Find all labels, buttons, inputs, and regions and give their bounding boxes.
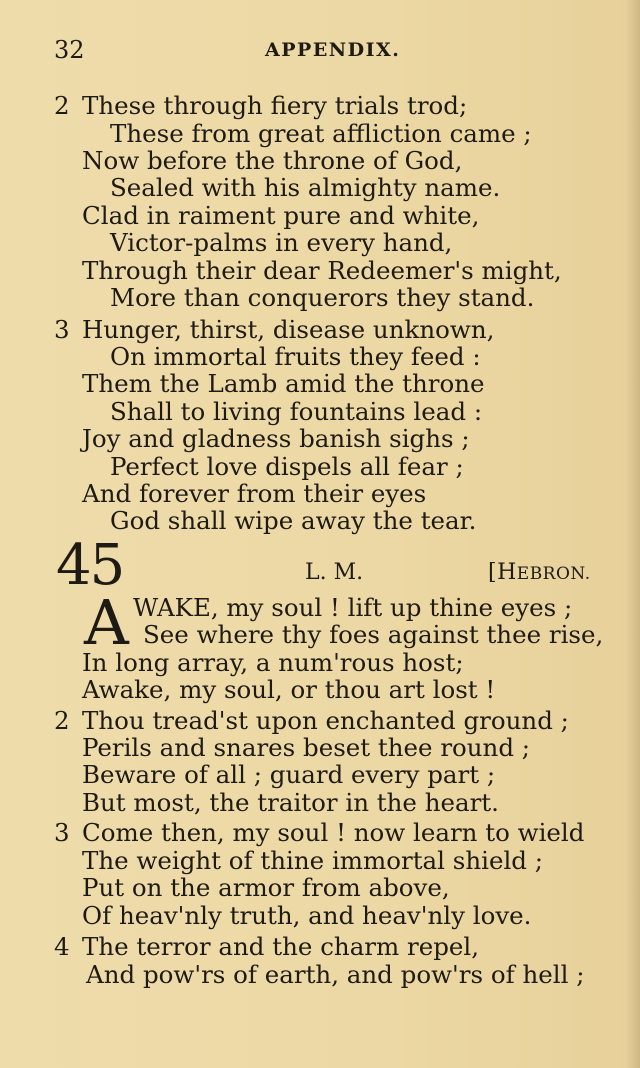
verse-text: Perfect love dispels all fear ; — [110, 452, 464, 481]
verse-text: Sealed with his almighty name. — [110, 173, 501, 202]
verse-text: And pow'rs of earth, and pow'rs of hell ; — [86, 960, 585, 989]
tune-small-caps: EBRON. — [516, 564, 591, 584]
verse-text: The weight of thine immortal shield ; — [82, 846, 544, 875]
stanza-number: 3 — [54, 818, 70, 847]
drop-cap: A — [84, 586, 129, 659]
verse-text: Clad in raiment pure and white, — [82, 201, 480, 230]
verse-text: Come then, my soul ! now learn to wield — [82, 818, 585, 847]
stanza-number: 3 — [54, 315, 70, 344]
hymn-number: 45 — [56, 533, 124, 598]
verse-text: But most, the traitor in the heart. — [82, 788, 499, 817]
verse-text: God shall wipe away the tear. — [110, 506, 477, 535]
verse-text: Beware of all ; guard every part ; — [82, 760, 496, 789]
verse-text: Thou tread'st upon enchanted ground ; — [82, 706, 569, 735]
verse-text: See where thy foes against thee rise, — [143, 620, 604, 649]
hymn-meter: L. M. — [305, 560, 364, 585]
verse-text: WAKE, my soul ! lift up thine eyes ; — [133, 593, 573, 622]
stanza-number: 2 — [54, 706, 70, 735]
verse-text: Awake, my soul, or thou art lost ! — [82, 675, 496, 704]
verse-text: These from great affliction came ; — [110, 119, 532, 148]
verse-text: Perils and snares beset thee round ; — [82, 733, 531, 762]
verse-text: Shall to living fountains lead : — [110, 397, 483, 426]
tune-initial: H — [497, 560, 517, 585]
verse-text: These through fiery trials trod; — [82, 91, 468, 120]
verse-text: The terror and the charm repel, — [82, 932, 480, 961]
page-edge-shadow — [626, 0, 640, 1068]
verse-text: Now before the throne of God, — [82, 146, 463, 175]
verse-text: Joy and gladness banish sighs ; — [82, 424, 470, 453]
verse-text: Them the Lamb amid the throne — [82, 369, 485, 398]
running-title: APPENDIX. — [265, 39, 401, 61]
stanza-number: 4 — [54, 932, 70, 961]
verse-text: Hunger, thirst, disease unknown, — [82, 315, 495, 344]
tune-name — [488, 560, 591, 585]
tune-bracket: [ — [488, 560, 498, 585]
verse-text: More than conquerors they stand. — [110, 283, 535, 312]
verse-text: Victor-palms in every hand, — [110, 228, 453, 257]
verse-text: Of heav'nly truth, and heav'nly love. — [82, 901, 532, 930]
verse-text: Put on the armor from above, — [82, 873, 450, 902]
page-number: 32 — [54, 36, 85, 64]
verse-text: And forever from their eyes — [82, 479, 427, 508]
verse-text: In long array, a num'rous host; — [82, 648, 464, 677]
stanza-number: 2 — [54, 91, 70, 120]
page-header — [0, 36, 640, 66]
verse-text: Through their dear Redeemer's might, — [82, 256, 562, 285]
verse-text: On immortal fruits they feed : — [110, 342, 481, 371]
